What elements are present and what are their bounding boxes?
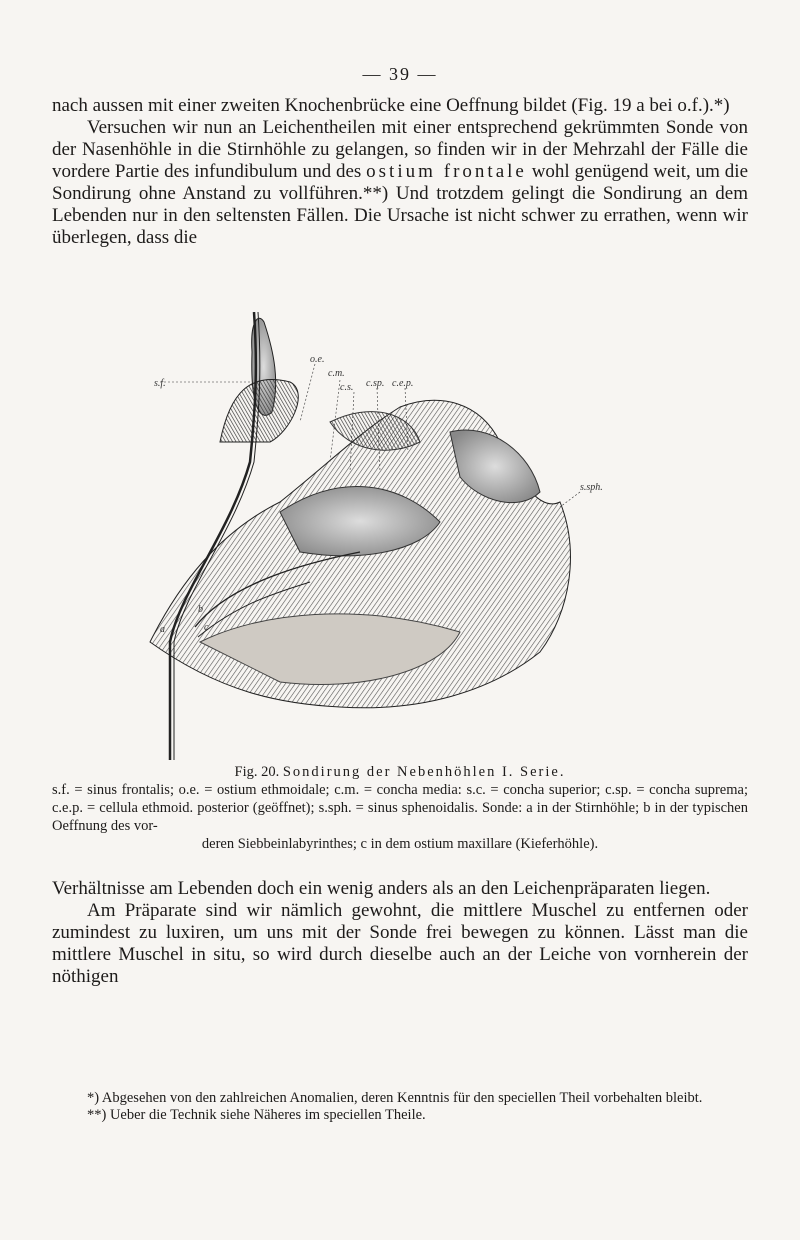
paragraph-praeparate: Am Präparate sind wir nämlich gewohnt, die mittlere Muschel zu entfernen oder zumindest zu luxiren, um uns mit der Sonde frei bewegen zu können. Lässt man die mittlere Muschel in situ, so wird durch dieselbe auch an der Leiche von vornherein der nöthigen [52, 900, 748, 987]
label-cep: c.e.p. [392, 378, 414, 389]
figure-20-illustration [140, 312, 610, 760]
caption-legend: s.f. = sinus frontalis; o.e. = ostium ethmoidale; c.m. = concha media: s.c. = concha superior; c.sp. = concha suprema; c.e.p. = cellula ethmoid. posterior (geöffnet); s.sph. = sinus sphenoidalis. Sonde: a in der Stirnhöhle; b in der typischen Oeffnung des vor- [52, 782, 748, 834]
paragraph-sondirung [52, 117, 748, 249]
caption-fig-number: Fig. 20. [234, 764, 280, 780]
paragraph-text: Versuchen wir nun an Leichentheilen mit einer entsprechend gekrümmten Sonde von der Nasenhöhle in die Stirnhöhle zu gelangen, so finden wir in der Mehrzahl der Fälle die vordere Partie des infundibulum und des [52, 117, 748, 182]
paragraph-continuation: nach aussen mit einer zweiten Knochenbrücke eine Oeffnung bildet (Fig. 19 a bei o.f.).*) [52, 95, 730, 116]
caption-title [52, 763, 748, 781]
caption-legend-end: deren Siebbeinlabyrinthes; c in dem ostium maxillare (Kieferhöhle). [201, 836, 599, 852]
figure-caption [52, 763, 748, 853]
anatomical-figure [140, 312, 610, 765]
paragraph-verhaeltnisse: Verhältnisse am Lebenden doch ein wenig anders als an den Leichenpräparaten liegen. [52, 878, 711, 899]
paragraph-text: wohl genügend weit, um die Sondirung ohne Anstand zu vollführen.**) Und trotzdem gelingt die Sondirung an dem Lebenden nur in den seltensten Fällen. Die Ursache ist nicht schwer zu errathen, wenn wir überlegen, dass die [52, 161, 749, 248]
caption-title-text: Sondirung der Nebenhöhlen I. Serie. [282, 764, 566, 780]
bottom-text [52, 878, 748, 988]
label-cm: c.m. [328, 368, 345, 379]
label-ssph: s.sph. [580, 482, 603, 493]
footnotes [52, 1090, 748, 1124]
footnote-2: **) Ueber die Technik siehe Näheres im speciellen Theile. [87, 1107, 426, 1123]
footnote-1: *) Abgesehen von den zahlreichen Anomalien, deren Kenntnis für den speciellen Theil vorbehalten bleibt. [87, 1090, 703, 1106]
label-sf: s.f. [154, 378, 166, 389]
label-a: a [160, 624, 165, 635]
emphasized-term: ostium frontale [366, 161, 527, 182]
top-text [52, 95, 748, 249]
page-number: — 39 — [362, 64, 438, 84]
label-csp: c.sp. [366, 378, 385, 389]
label-cs: c.s. [340, 382, 354, 393]
label-oe: o.e. [310, 354, 325, 365]
label-b: b [198, 604, 203, 615]
label-c: c [204, 622, 209, 633]
